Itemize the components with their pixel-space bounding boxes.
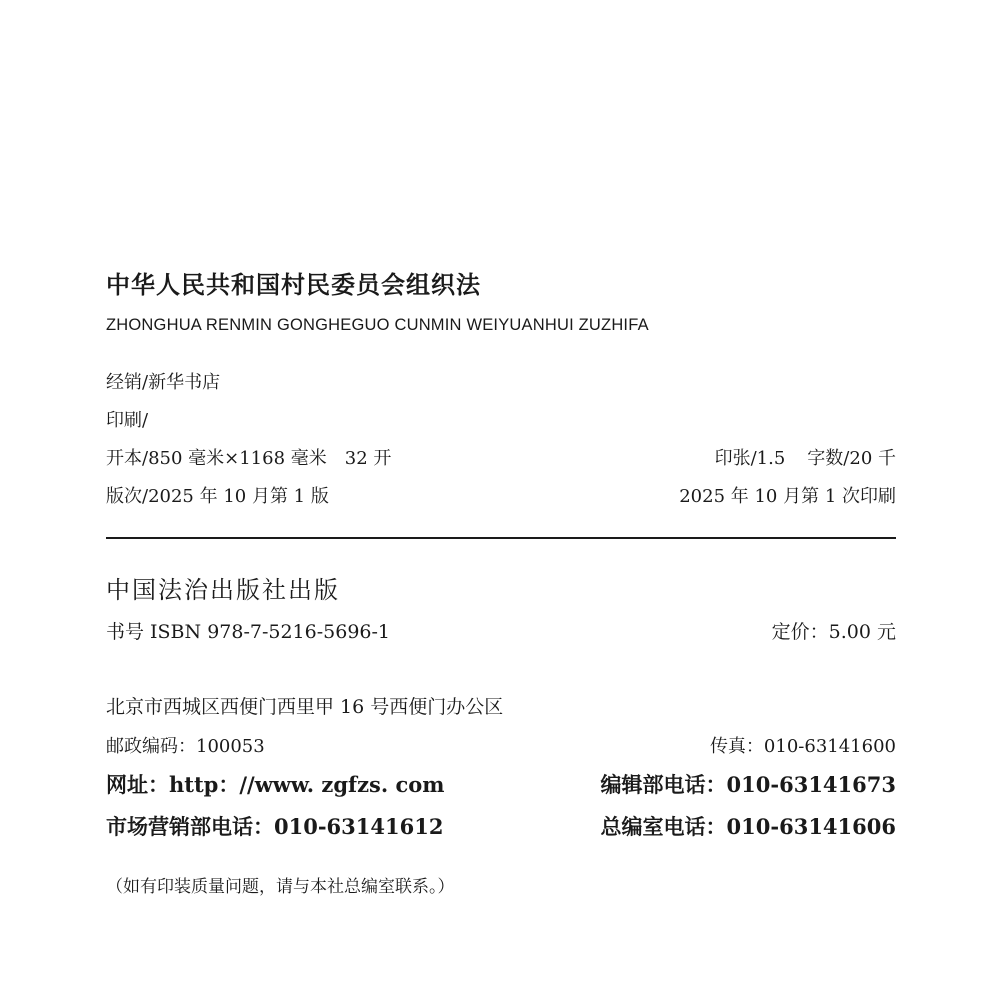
book-title: 中华人民共和国村民委员会组织法 xyxy=(106,271,481,299)
isbn-row xyxy=(106,617,896,644)
edition-text: 版次/2025 年 10 月第 1 版 xyxy=(106,486,329,507)
contact-row-2 xyxy=(106,811,896,841)
isbn-text: 书号 ISBN 978-7-5216-5696-1 xyxy=(106,621,391,643)
sheets-text: 印张/1.5 xyxy=(714,448,786,469)
printing-line: 印刷/ xyxy=(106,410,149,431)
publisher-name: 中国法治出版社出版 xyxy=(106,576,340,604)
fax-text: 传真：010-63141600 xyxy=(709,736,896,757)
postal-row xyxy=(106,732,896,758)
postal-code-text: 邮政编码：100053 xyxy=(106,736,265,757)
distribution-line: 经销/新华书店 xyxy=(106,372,221,393)
quality-note: （如有印装质量问题，请与本社总编室联系。） xyxy=(106,877,455,897)
edition-row xyxy=(106,482,896,508)
price-text: 定价：5.00 元 xyxy=(771,621,896,643)
book-title-pinyin: ZHONGHUA RENMIN GONGHEGUO CUNMIN WEIYUANHUI ZUZHIFA xyxy=(106,316,649,334)
contact-row-1 xyxy=(106,769,896,799)
address-line: 北京市西城区西便门西里甲 16 号西便门办公区 xyxy=(106,696,504,718)
print-run-text: 2025 年 10 月第 1 次印刷 xyxy=(679,486,896,507)
chief-editor-phone-text: 总编室电话：010-63141606 xyxy=(600,814,896,839)
sheets-words-group xyxy=(715,444,896,470)
editorial-phone-text: 编辑部电话：010-63141673 xyxy=(600,772,896,797)
format-text: 开本/850 毫米×1168 毫米 32 开 xyxy=(106,448,392,469)
marketing-phone-text: 市场营销部电话：010-63141612 xyxy=(106,814,444,839)
word-count-text: 字数/20 千 xyxy=(807,448,896,469)
divider-rule xyxy=(106,537,896,539)
website-text: 网址：http：//www. zgfzs. com xyxy=(106,772,445,797)
format-row xyxy=(106,444,896,470)
